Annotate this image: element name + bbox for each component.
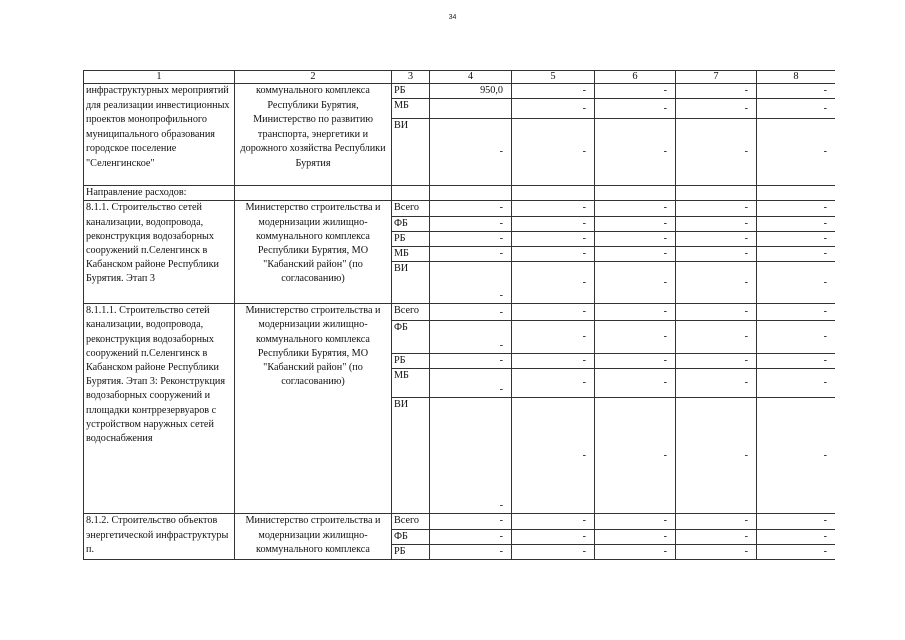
value-cell: - <box>676 369 757 398</box>
value-cell: - <box>430 354 512 369</box>
value-cell: - <box>430 369 512 398</box>
header-cell: 4 <box>430 71 512 84</box>
value-cell: - <box>676 201 757 216</box>
empty-cell <box>676 186 757 201</box>
value-cell: - <box>430 119 512 186</box>
funding-source: РБ <box>392 544 430 559</box>
funding-source: ВИ <box>392 119 430 186</box>
value-cell: - <box>757 119 836 186</box>
value-cell: - <box>512 262 595 304</box>
value-cell: - <box>595 369 676 398</box>
value-cell: - <box>512 231 595 246</box>
value-cell: - <box>512 354 595 369</box>
value-cell: - <box>512 216 595 231</box>
value-cell: - <box>757 216 836 231</box>
value-cell: - <box>595 262 676 304</box>
value-cell: 950,0 <box>430 84 512 99</box>
value-cell: - <box>595 119 676 186</box>
value-cell: - <box>676 231 757 246</box>
value-cell: - <box>757 84 836 99</box>
value-cell: - <box>595 354 676 369</box>
empty-cell <box>595 186 676 201</box>
value-cell: - <box>757 514 836 529</box>
value-cell: - <box>430 514 512 529</box>
header-cell: 5 <box>512 71 595 84</box>
funding-source: РБ <box>392 354 430 369</box>
value-cell: - <box>595 304 676 321</box>
value-cell <box>430 99 512 119</box>
value-cell: - <box>430 529 512 544</box>
header-cell: 6 <box>595 71 676 84</box>
table-row <box>84 186 836 201</box>
value-cell: - <box>595 529 676 544</box>
value-cell: - <box>676 119 757 186</box>
value-cell: - <box>595 514 676 529</box>
value-cell: - <box>676 84 757 99</box>
table-row <box>84 84 836 99</box>
value-cell: - <box>676 544 757 559</box>
value-cell: - <box>676 354 757 369</box>
value-cell: - <box>676 99 757 119</box>
value-cell: - <box>757 99 836 119</box>
value-cell: - <box>676 304 757 321</box>
empty-cell <box>757 186 836 201</box>
value-cell: - <box>595 231 676 246</box>
value-cell: - <box>512 201 595 216</box>
value-cell: - <box>757 262 836 304</box>
value-cell: - <box>512 369 595 398</box>
value-cell: - <box>430 262 512 304</box>
funding-source: ФБ <box>392 529 430 544</box>
executor-cell: коммунального комплекса Республики Бурятия, Министерство по развитию транспорта, энергетики и дорожного хозяйства Республики Бурятия <box>235 84 392 186</box>
value-cell: - <box>512 84 595 99</box>
value-cell: - <box>676 529 757 544</box>
value-cell: - <box>757 398 836 514</box>
funding-source: ФБ <box>392 321 430 354</box>
funding-source: Всего <box>392 514 430 529</box>
value-cell: - <box>595 398 676 514</box>
value-cell: - <box>757 529 836 544</box>
value-cell: - <box>595 216 676 231</box>
funding-source: МБ <box>392 369 430 398</box>
table-row <box>84 304 836 321</box>
value-cell: - <box>757 201 836 216</box>
funding-source: ВИ <box>392 398 430 514</box>
header-cell: 3 <box>392 71 430 84</box>
measure-description: 8.1.2. Строительство объектов энергетической инфраструктуры п. <box>84 514 235 560</box>
header-cell: 1 <box>84 71 235 84</box>
empty-cell <box>430 186 512 201</box>
value-cell: - <box>595 321 676 354</box>
section-heading: Направление расходов: <box>84 186 235 201</box>
value-cell: - <box>430 216 512 231</box>
value-cell: - <box>757 321 836 354</box>
value-cell: - <box>676 514 757 529</box>
value-cell: - <box>512 321 595 354</box>
funding-source: РБ <box>392 231 430 246</box>
value-cell: - <box>757 247 836 262</box>
value-cell: - <box>676 262 757 304</box>
measure-description: инфраструктурных мероприятий для реализации инвестиционных проектов монопрофильного муниципального образования городское поселение "Селенгинское" <box>84 84 235 186</box>
value-cell: - <box>757 304 836 321</box>
executor-cell: Министерство строительства и модернизации жилищно-коммунального комплекса <box>235 514 392 560</box>
header-cell: 8 <box>757 71 836 84</box>
funding-source: МБ <box>392 247 430 262</box>
measure-description: 8.1.1. Строительство сетей канализации, водопровода, реконструкция водозаборных сооружений п.Селенгинск в Кабанском районе Республики Бурятия. Этап 3 <box>84 201 235 304</box>
empty-cell <box>392 186 430 201</box>
value-cell: - <box>595 247 676 262</box>
funding-source: РБ <box>392 84 430 99</box>
funding-source: Всего <box>392 201 430 216</box>
value-cell: - <box>430 247 512 262</box>
value-cell: - <box>676 398 757 514</box>
header-row <box>84 71 836 84</box>
value-cell: - <box>595 84 676 99</box>
budget-table <box>83 70 835 563</box>
header-cell: 2 <box>235 71 392 84</box>
value-cell: - <box>430 544 512 559</box>
value-cell: - <box>595 201 676 216</box>
funding-source: ВИ <box>392 262 430 304</box>
value-cell: - <box>757 231 836 246</box>
measure-description: 8.1.1.1. Строительство сетей канализации, водопровода, реконструкция водозаборных сооружений п.Селенгинск в Кабанском районе Республики Бурятия. Этап 3: Реконструкция водозаборных сооружений и площадки контррезервуаров с устройством наружных сетей водоснабжения <box>84 304 235 514</box>
value-cell: - <box>512 398 595 514</box>
empty-cell <box>512 186 595 201</box>
executor-cell: Министерство строительства и модернизации жилищно-коммунального комплекса Республики Бурятия, МО "Кабанский район" (по согласованию) <box>235 201 392 304</box>
value-cell: - <box>512 544 595 559</box>
table-row <box>84 514 836 529</box>
page-number: 34 <box>448 14 457 21</box>
value-cell: - <box>676 321 757 354</box>
value-cell: - <box>430 201 512 216</box>
value-cell: - <box>595 544 676 559</box>
value-cell: - <box>512 514 595 529</box>
value-cell: - <box>430 304 512 321</box>
header-cell: 7 <box>676 71 757 84</box>
funding-source: Всего <box>392 304 430 321</box>
empty-cell <box>235 186 392 201</box>
value-cell: - <box>430 321 512 354</box>
value-cell: - <box>757 544 836 559</box>
funding-source: ФБ <box>392 216 430 231</box>
value-cell: - <box>430 231 512 246</box>
value-cell: - <box>512 304 595 321</box>
executor-cell: Министерство строительства и модернизации жилищно-коммунального комплекса Республики Бурятия, МО "Кабанский район" (по согласованию) <box>235 304 392 514</box>
value-cell: - <box>512 247 595 262</box>
value-cell: - <box>757 354 836 369</box>
value-cell: - <box>757 369 836 398</box>
value-cell: - <box>512 119 595 186</box>
funding-source: МБ <box>392 99 430 119</box>
table-row <box>84 201 836 216</box>
value-cell: - <box>512 99 595 119</box>
value-cell: - <box>430 398 512 514</box>
value-cell: - <box>676 216 757 231</box>
value-cell: - <box>595 99 676 119</box>
value-cell: - <box>512 529 595 544</box>
value-cell: - <box>676 247 757 262</box>
